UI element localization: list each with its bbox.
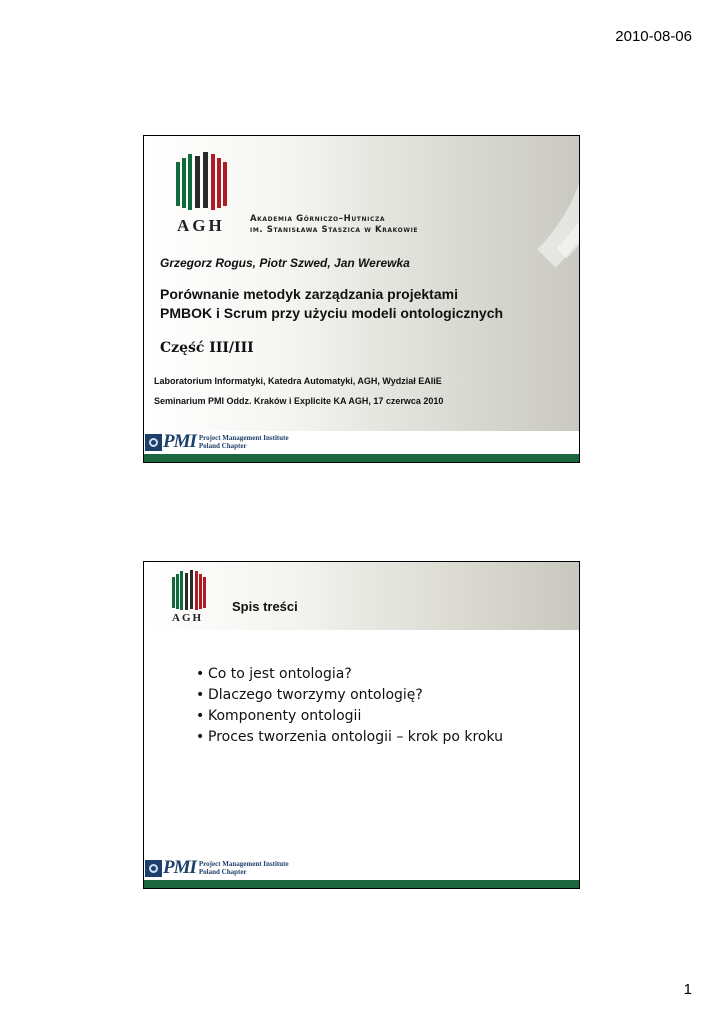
slide-footer xyxy=(144,431,579,462)
pmi-globe-icon xyxy=(145,434,162,451)
university-name: Akademia Górniczo–Hutnicza im. Stanisława Staszica w Krakowie xyxy=(250,214,419,235)
toc-list xyxy=(196,664,503,748)
pmi-mark: PMI xyxy=(163,431,196,452)
agh-logo xyxy=(176,152,227,210)
pmi-logo xyxy=(145,433,289,451)
affiliation: Laboratorium Informatyki, Katedra Automatyki, AGH, Wydział EAIiE xyxy=(154,376,442,386)
pmi-mark: PMI xyxy=(163,857,196,878)
footer-bar xyxy=(144,454,579,462)
pmi-name: Project Management Institute Poland Chapter xyxy=(198,434,289,450)
agh-logo-text: AGH xyxy=(172,612,204,624)
seminar-info: Seminarium PMI Oddz. Kraków i Explicite KA AGH, 17 czerwca 2010 xyxy=(154,396,444,406)
slide-footer xyxy=(144,857,579,888)
toc-slide xyxy=(143,561,580,889)
title-slide xyxy=(143,135,580,463)
presentation-title: Porównanie metodyk zarządzania projektami PMBOK i Scrum przy użyciu modeli ontologicznych xyxy=(160,286,504,321)
page-number: 1 xyxy=(683,981,692,998)
footer-bar xyxy=(144,880,579,888)
pmi-name: Project Management Institute Poland Chapter xyxy=(198,860,289,876)
part-label: Część III/III xyxy=(160,340,254,356)
agh-logo xyxy=(172,570,206,610)
agh-logo-text: AGH xyxy=(177,216,225,235)
slide-header xyxy=(144,562,579,630)
slide-title: Spis treści xyxy=(232,599,298,614)
authors: Grzegorz Rogus, Piotr Szwed, Jan Werewka xyxy=(160,256,410,270)
list-item: • Co to jest ontologia? xyxy=(196,664,503,685)
list-item: • Komponenty ontologii xyxy=(196,706,503,727)
page-date: 2010-08-06 xyxy=(615,28,692,45)
list-item: • Dlaczego tworzymy ontologię? xyxy=(196,685,503,706)
list-item: • Proces tworzenia ontologii – krok po kroku xyxy=(196,727,503,748)
pmi-logo xyxy=(145,859,289,877)
pmi-globe-icon xyxy=(145,860,162,877)
